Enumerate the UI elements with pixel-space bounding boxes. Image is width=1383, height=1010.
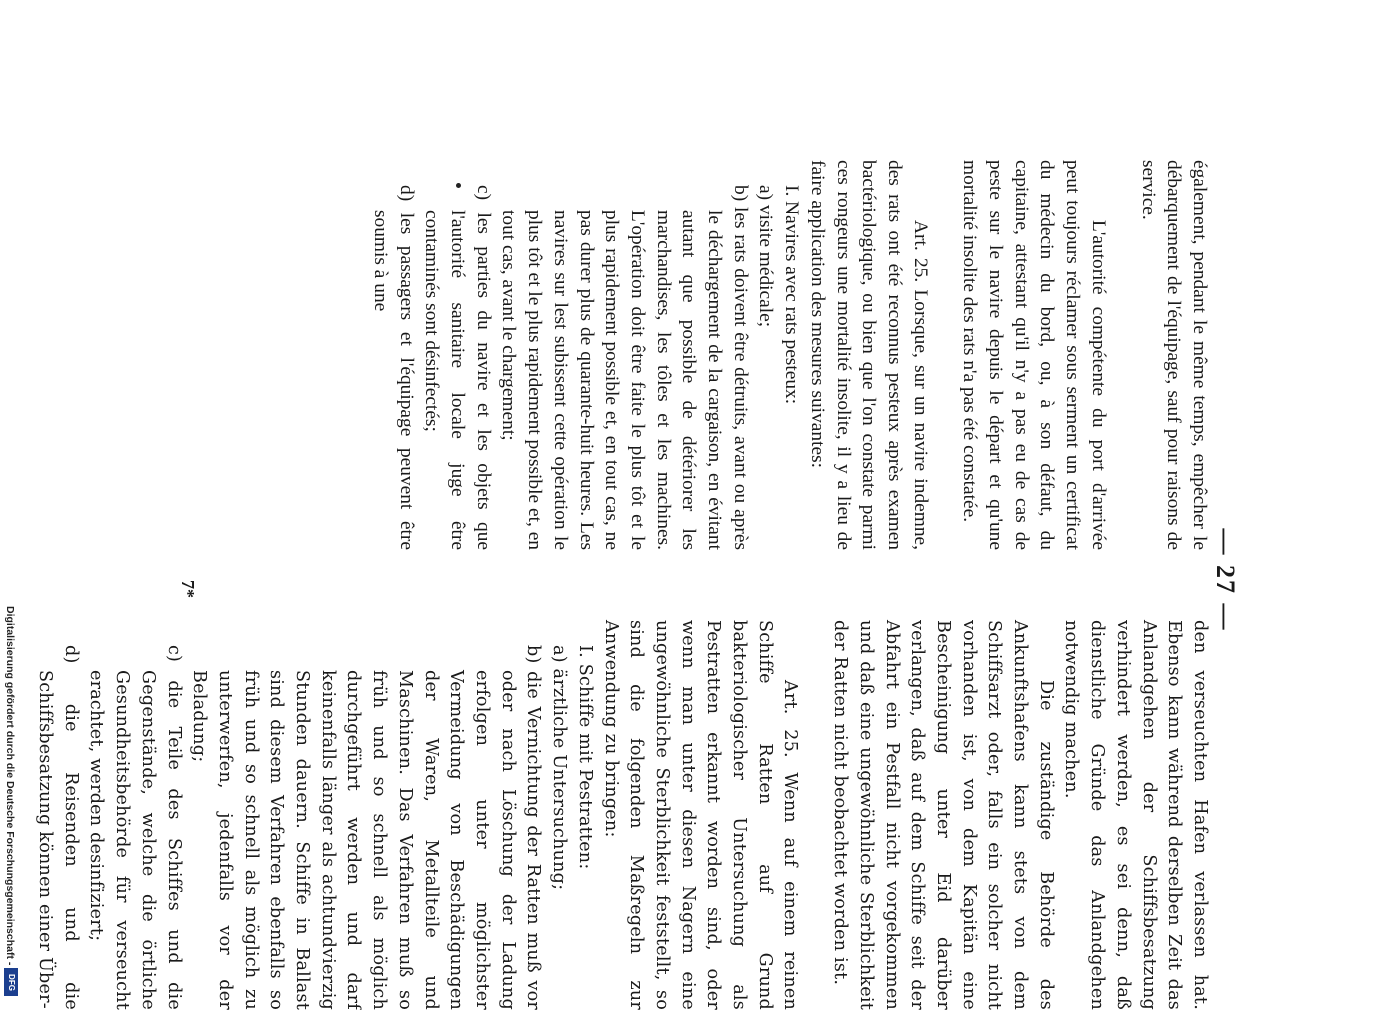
french-paragraph-2: L'autorité compétente du port d'arrivée peut toujours réclamer sous serment un certificat du médecin du bord, ou, à son défaut, du capitaine, attestant qu'il n'y a pas eu de cas de peste sur le navire depuis le départ et qu'une mortalité insolite des rats n'a pas été constatée.: [959, 160, 1109, 550]
german-paragraph-1: den verseuchten Hafen verlassen hat. Ebenso kann während derselben Zeit das Anlandgehen der Schiffsbesatzung verhindert werden, es sei denn, daß dienstliche Gründe das Anlandgehen notwendig machen.: [1061, 620, 1210, 1010]
french-column: [367, 160, 1212, 550]
german-column: [31, 620, 1212, 1010]
french-article-25: Art. 25. Lorsque, sur un navire indemne, des rats ont été reconnus pesteux après examen bactériologique, ou bien que l'on constate parmi ces rongeurs une mortalité insolite, il y a lieu de faire application des mesures suivantes:: [806, 160, 931, 550]
signature-mark: 7*: [178, 580, 198, 598]
german-item-d: d) die Reisenden und die Schiffsbesatzung können einer Über-: [35, 645, 81, 1010]
scan-speck: [456, 183, 461, 188]
page-number: — 27 —: [1211, 528, 1240, 632]
french-paragraph-1: également, pendant le même temps, empêcher le débarquement de l'équipage, sauf pour raisons de service.: [1137, 160, 1210, 550]
german-item-a: a) ärztliche Untersuchung;: [549, 645, 570, 891]
french-item-a: a) visite médicale;: [755, 185, 777, 328]
german-item-c: c) die Teile des Schiffes und die Gegenstände, welche die örtliche Gesundheitsbehörde für verseucht erachtet, werden desinfiziert;: [86, 645, 184, 1010]
german-article-25: Art. 25. Wenn auf einem reinen Schiffe Ratten auf Grund bakteriologischer Untersuchung als Pestratten erkannt worden sind, oder wenn man unter diesen Nagern eine ungewöhnliche Sterblichkeit feststellt, so sind die folgenden Maßregeln zur Anwendung zu bringen:: [600, 620, 801, 1010]
german-paragraph-2: Die zuständige Behörde des Ankunftshafens kann stets von dem Schiffsarzt oder, falls ein solcher nicht vorhanden ist, von dem Kapitän eine Bescheinigung unter Eid darüber verlangen, daß auf dem Schiffe seit der Abfahrt ein Pestfall nicht vorgekommen und daß eine ungewöhnliche Sterblichkeit der Ratten nicht beobachtet worden ist.: [830, 620, 1056, 1010]
french-heading-I: I. Navires avec rats pesteux:: [781, 185, 803, 405]
french-item-d: d) les passagers et l'équipage peuvent être soumis à une: [369, 185, 417, 550]
rotated-page-content: [35, 160, 1240, 1010]
dfg-logo-icon: [4, 968, 18, 996]
dfg-logo-text: DFG: [6, 973, 16, 991]
digitization-sidebar: [2, 0, 18, 1000]
german-item-b: b) die Vernichtung der Ratten muß vor oder nach Löschung der Ladung erfolgen unter möglichster Vermeidung von Beschädigungen der Waren, Metallteile und Maschinen. Das Verfahren muß so früh und so schnell als möglich durchgeführt werden und darf keinenfalls länger als achtundvierzig Stunden dauern. Schiffe in Ballast sind diesem Verfahren ebenfalls so früh und so schnell als möglich zu unterwerfen, jedenfalls vor der Beladung;: [189, 645, 544, 1010]
german-heading-I: I. Schiffe mit Pestratten:: [574, 645, 595, 870]
dfg-credit-text: Digitalisierung gefördert durch die Deutsche Forschungsgemeinschaft -: [4, 606, 16, 966]
french-item-c: c) les parties du navire et les objets que l'autorité sanitaire locale juge être contaminés sont désinfectés;: [421, 185, 494, 550]
french-item-b: b) les rats doivent être détruits, avant ou après le déchargement de la cargaison, en évitant autant que possible de détériorer les marchandises, les tôles et les machines. L'opération doit être faite le plus tôt et le plus rapidement possible et, en tout cas, ne pas durer plus de quarante-huit heures. Les navires sur lest subissent cette opération le plus tôt et le plus rapidement possible et, en tout cas, avant le chargement;: [498, 185, 751, 550]
